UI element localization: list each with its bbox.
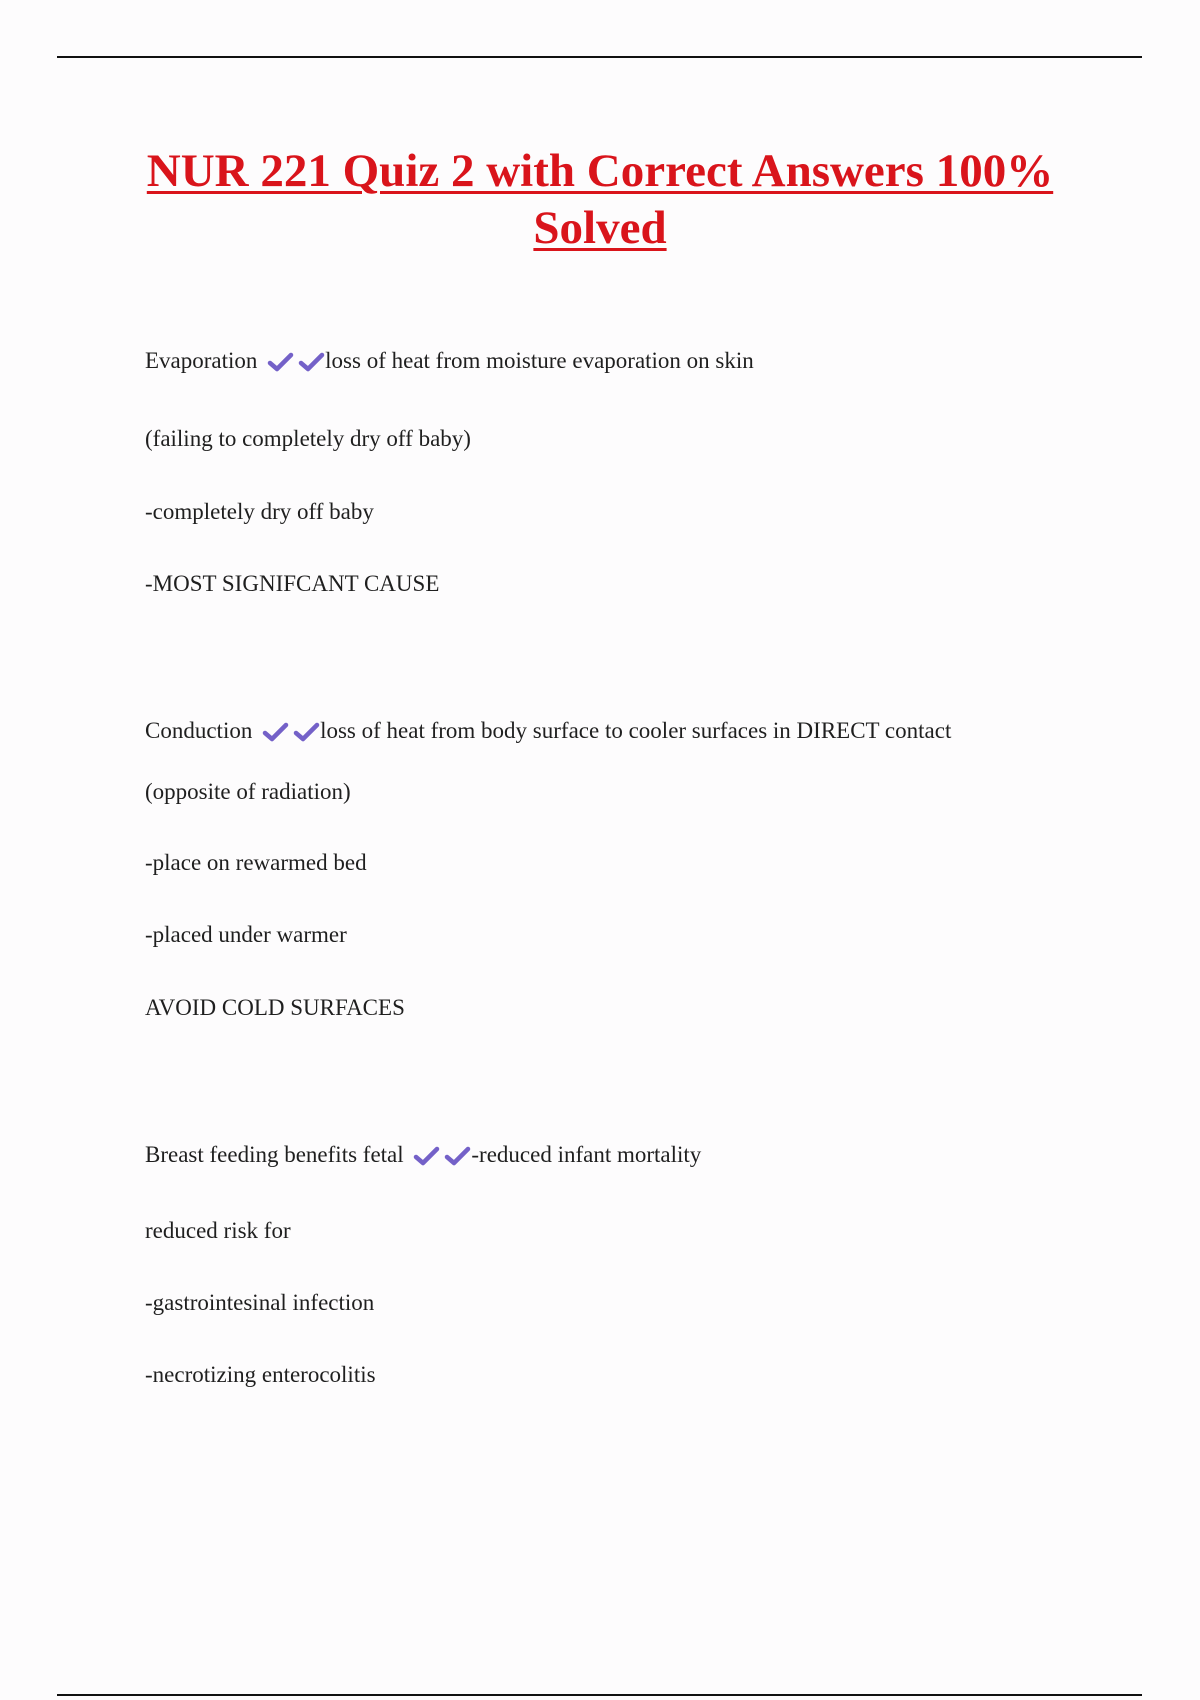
check-icon	[262, 722, 289, 742]
title-line-2: Solved	[533, 202, 667, 254]
detail-line: -necrotizing enterocolitis	[145, 1362, 376, 1387]
definition: loss of heat from body surface to cooler surfaces in DIRECT contact	[320, 718, 952, 743]
detail-line: -MOST SIGNIFCANT CAUSE	[145, 571, 440, 596]
document-title	[0, 143, 1200, 257]
qa-entry-conduction	[145, 716, 951, 746]
detail-line: (failing to completely dry off baby)	[145, 426, 471, 451]
term: Breast feeding benefits fetal	[145, 1142, 404, 1167]
qa-entry-breast-feeding	[145, 1140, 701, 1170]
title-line-1: NUR 221 Quiz 2 with Correct Answers 100%	[146, 145, 1054, 197]
bottom-rule	[57, 1694, 1142, 1696]
top-rule	[57, 56, 1142, 58]
detail-line: -gastrointesinal infection	[145, 1290, 375, 1315]
check-icon	[444, 1146, 471, 1166]
detail-line: AVOID COLD SURFACES	[145, 995, 405, 1020]
detail-line: -placed under warmer	[145, 922, 347, 947]
detail-line: -completely dry off baby	[145, 499, 374, 524]
qa-entry-evaporation	[145, 346, 754, 376]
check-icon	[298, 352, 325, 372]
term: Evaporation	[145, 348, 258, 373]
detail-line: -place on rewarmed bed	[145, 850, 367, 875]
check-icon	[293, 722, 320, 742]
check-icon	[413, 1146, 440, 1166]
definition: loss of heat from moisture evaporation on skin	[325, 348, 754, 373]
detail-line: reduced risk for	[145, 1218, 291, 1243]
term: Conduction	[145, 718, 253, 743]
check-icon	[267, 352, 294, 372]
definition: -reduced infant mortality	[471, 1142, 702, 1167]
detail-line: (opposite of radiation)	[145, 779, 351, 804]
